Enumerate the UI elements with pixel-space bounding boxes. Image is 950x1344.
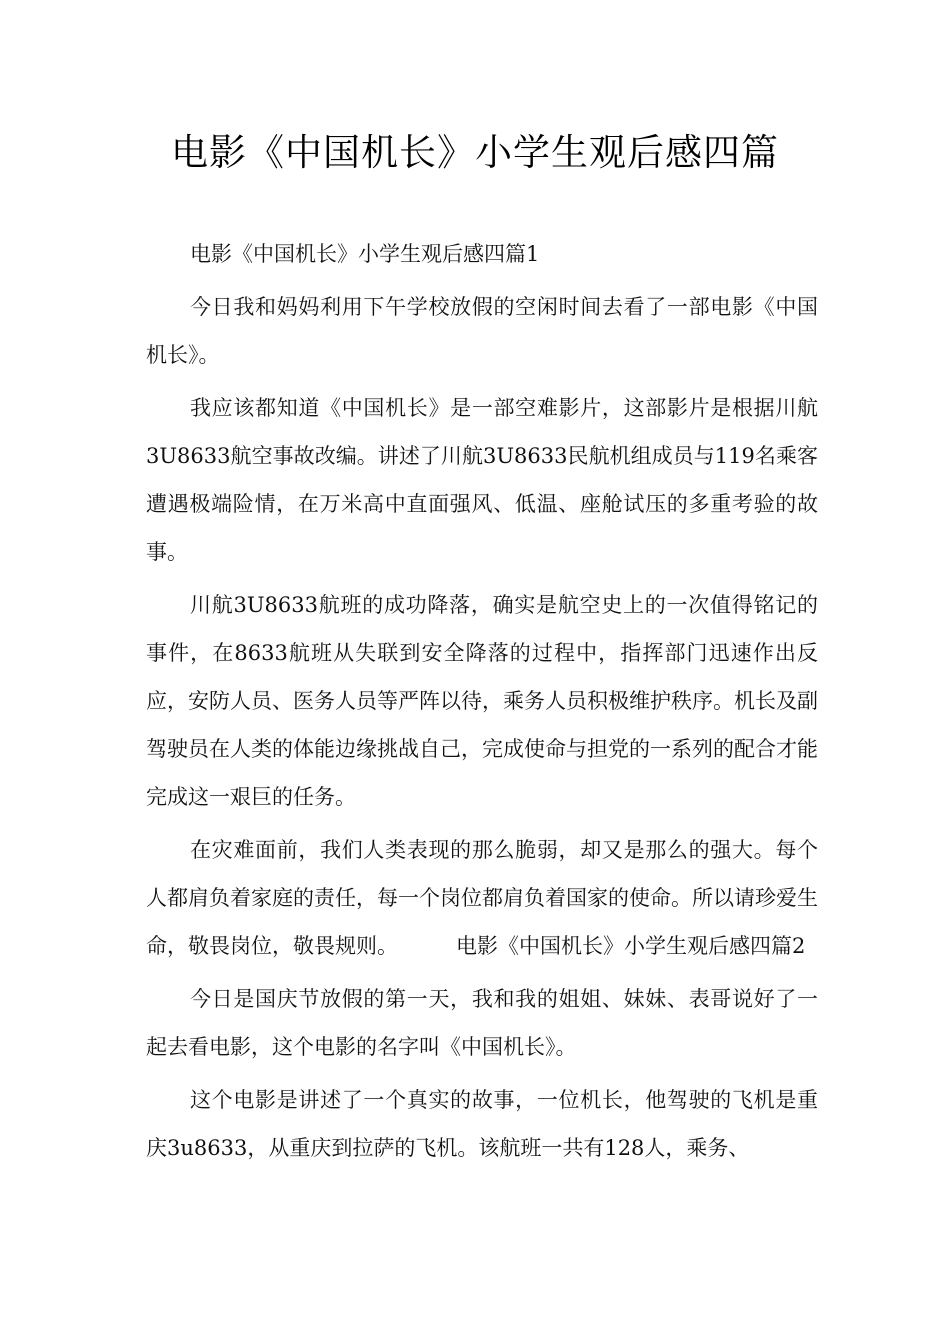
paragraph-reflection-text: 在灾难面前，我们人类表现的那么脆弱，却又是那么的强大。每个人都肩负着家庭的责任，每一个岗位都肩负着国家的使命。所以请珍爱生命，敬畏岗位，敬畏规则。 [146, 838, 818, 958]
paragraph-story: 这个电影是讲述了一个真实的故事，一位机长，他驾驶的飞机是重庆3u8633，从重庆到拉萨的飞机。该航班一共有128人，乘务、 [146, 1088, 818, 1160]
paragraph-landing: 川航3U8633航班的成功降落，确实是航空史上的一次值得铭记的事件，在8633航班从失联到安全降落的过程中，指挥部门迅速作出反应，安防人员、医务人员等严阵以待，乘务人员积极维护秩序。机长及副驾驶员在人类的体能边缘挑战自己，完成使命与担党的一系列的配合才能完成这一艰巨的任务。 [146, 593, 818, 809]
document-title: 电影《中国机长》小学生观后感四篇 [171, 131, 779, 174]
paragraph-reflection [146, 826, 818, 970]
inline-heading-2: 电影《中国机长》小学生观后感四篇2 [456, 934, 806, 958]
paragraph-heading-1: 电影《中国机长》小学生观后感四篇1 [190, 242, 540, 266]
paragraph-holiday: 今日是国庆节放假的第一天，我和我的姐姐、妹妹、表哥说好了一起去看电影，这个电影的名字叫《中国机长》。 [146, 987, 818, 1059]
paragraph-intro: 今日我和妈妈利用下午学校放假的空闲时间去看了一部电影《中国机长》。 [146, 295, 818, 367]
document-body [146, 230, 818, 1177]
paragraph-background: 我应该都知道《中国机长》是一部空难影片，这部影片是根据川航3U8633航空事故改编。讲述了川航3U8633民航机组成员与119名乘客遭遇极端险情，在万米高中直面强风、低温、座舱试压的多重考验的故事。 [146, 396, 818, 564]
